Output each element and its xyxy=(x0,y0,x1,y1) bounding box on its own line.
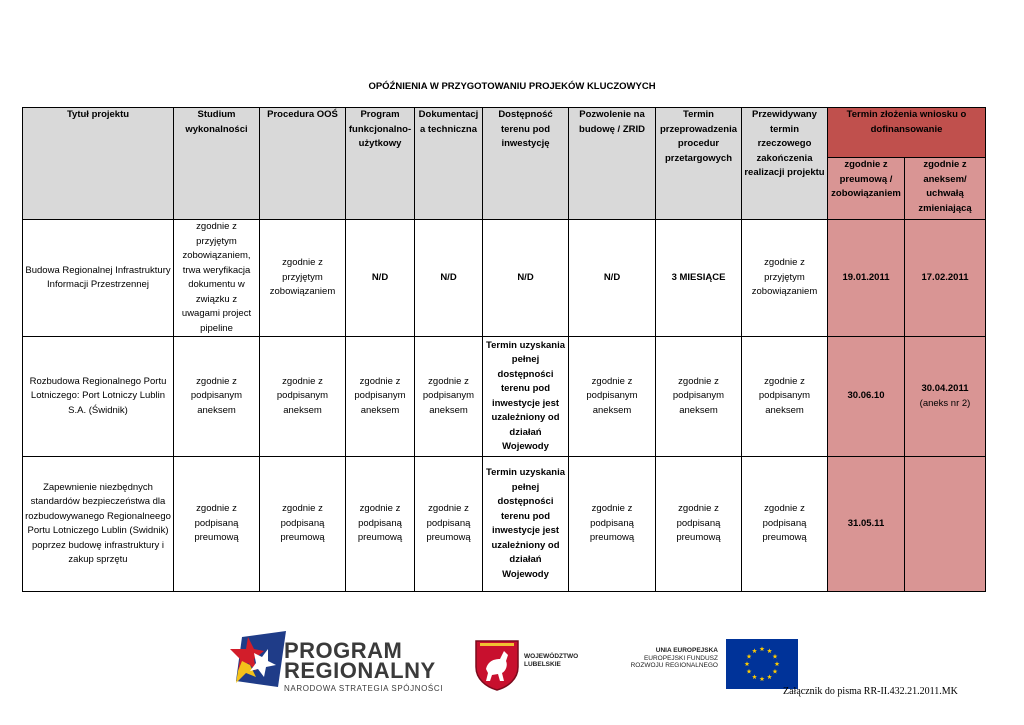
project-title-cell: Rozbudowa Regionalnego Portu Lotniczego: Port Lotniczy Lublin S.A. (Świdnik) xyxy=(23,337,174,457)
document-title: OPÓŹNIENIA W PRZYGOTOWANIU PROJEKÓW KLUCZOWYCH xyxy=(368,81,656,92)
ue-line3: ROZWOJU REGIONALNEGO xyxy=(630,662,718,669)
program-line3: NARODOWA STRATEGIA SPÓJNOŚCI xyxy=(284,684,444,693)
documentation-cell: N/D xyxy=(415,220,483,337)
ue-line2: EUROPEJSKI FUNDUSZ xyxy=(643,654,718,662)
table-row xyxy=(23,457,986,592)
tender-cell: zgodnie z podpisanym aneksem xyxy=(656,337,742,457)
submission-preumowa-cell: 19.01.2011 xyxy=(828,220,905,337)
footer-note: Załącznik do pisma RR-II.432.21.2011.MK xyxy=(783,686,958,697)
submission-aneks-date: 17.02.2011 xyxy=(921,271,969,283)
land-cell: Termin uzyskania pełnej dostępności terenu pod inwestycje jest uzależniony od działań Wojewody xyxy=(483,457,569,592)
header-project-title: Tytuł projektu xyxy=(23,108,174,220)
header-documentation: Dokumentacj a techniczna xyxy=(415,108,483,220)
logos-strip xyxy=(0,625,1024,695)
header-submission-aneks: zgodnie z aneksem/ uchwałą zmieniającą xyxy=(905,158,986,220)
table-row xyxy=(23,220,986,337)
program-cell: N/D xyxy=(346,220,415,337)
header-tender: Termin przeprowadzenia procedur przetargowych xyxy=(656,108,742,220)
program-line2: REGIONALNY xyxy=(284,658,436,683)
tender-cell: zgodnie z podpisaną preumową xyxy=(656,457,742,592)
submission-aneks-cell xyxy=(905,220,986,337)
completion-cell: zgodnie z podpisaną preumową xyxy=(742,457,828,592)
permit-cell: zgodnie z podpisaną preumową xyxy=(569,457,656,592)
submission-preumowa-cell: 30.06.10 xyxy=(828,337,905,457)
oos-cell: zgodnie z podpisaną preumową xyxy=(260,457,346,592)
ue-line1: UNIA EUROPEJSKA xyxy=(655,647,718,654)
tender-cell: 3 MIESIĄCE xyxy=(656,220,742,337)
land-cell: Termin uzyskania pełnej dostępności terenu pod inwestycje jest uzależniony od działań Wojewody xyxy=(483,337,569,457)
header-submission-preumowa: zgodnie z preumową / zobowiązaniem xyxy=(828,158,905,220)
projects-table xyxy=(22,107,986,592)
feasibility-cell: zgodnie z przyjętym zobowiązaniem, trwa weryfikacja dokumentu w związku z uwagami project pipeline xyxy=(174,220,260,337)
completion-cell: zgodnie z podpisanym aneksem xyxy=(742,337,828,457)
eu-flag-icon xyxy=(726,639,798,689)
lubelskie-text xyxy=(524,653,578,669)
table-row xyxy=(23,337,986,457)
land-cell: N/D xyxy=(483,220,569,337)
program-cell: zgodnie z podpisanym aneksem xyxy=(346,337,415,457)
documentation-cell: zgodnie z podpisaną preumową xyxy=(415,457,483,592)
header-oos: Procedura OOŚ xyxy=(260,108,346,220)
submission-preumowa-cell: 31.05.11 xyxy=(828,457,905,592)
header-land: Dostępność terenu pod inwestycję xyxy=(483,108,569,220)
submission-aneks-date: 30.04.2011 xyxy=(921,383,969,394)
permit-cell: zgodnie z podpisanym aneksem xyxy=(569,337,656,457)
oos-cell: zgodnie z przyjętym zobowiązaniem xyxy=(260,220,346,337)
eu-fund-text xyxy=(622,647,718,670)
header-completion: Przewidywany termin rzeczowego zakończenia realizacji projektu xyxy=(742,108,828,220)
documentation-cell: zgodnie z podpisanym aneksem xyxy=(415,337,483,457)
submission-aneks-note: (aneks nr 2) xyxy=(919,397,971,409)
header-program: Program funkcjonalno-użytkowy xyxy=(346,108,415,220)
feasibility-cell: zgodnie z podpisaną preumową xyxy=(174,457,260,592)
program-line1: PROGRAM xyxy=(284,638,403,663)
program-regionalny-logo-icon xyxy=(228,627,288,691)
program-regionalny-text xyxy=(284,638,444,693)
feasibility-cell: zgodnie z podpisanym aneksem xyxy=(174,337,260,457)
permit-cell: N/D xyxy=(569,220,656,337)
submission-aneks-cell xyxy=(905,457,986,592)
header-permit: Pozwolenie na budowę / ZRID xyxy=(569,108,656,220)
project-title-cell: Budowa Regionalnej Infrastruktury Informacji Przestrzennej xyxy=(23,220,174,337)
header-feasibility: Studium wykonalności xyxy=(174,108,260,220)
woj-line2: LUBELSKIE xyxy=(524,661,561,668)
header-submission: Termin złożenia wniosku o dofinansowanie xyxy=(828,108,986,158)
program-cell: zgodnie z podpisaną preumową xyxy=(346,457,415,592)
completion-cell: zgodnie z przyjętym zobowiązaniem xyxy=(742,220,828,337)
oos-cell: zgodnie z podpisanym aneksem xyxy=(260,337,346,457)
lubelskie-coat-of-arms-icon xyxy=(474,639,520,691)
woj-line1: WOJEWÓDZTWO xyxy=(524,653,579,660)
submission-aneks-cell xyxy=(905,337,986,457)
project-title-cell: Zapewnienie niezbędnych standardów bezpieczeństwa dla rozbudowywanego Regionalneego Portu Lotniczego Lublin (Swidnik) poprzez budowę infrastruktury i zakup sprzętu xyxy=(23,457,174,592)
